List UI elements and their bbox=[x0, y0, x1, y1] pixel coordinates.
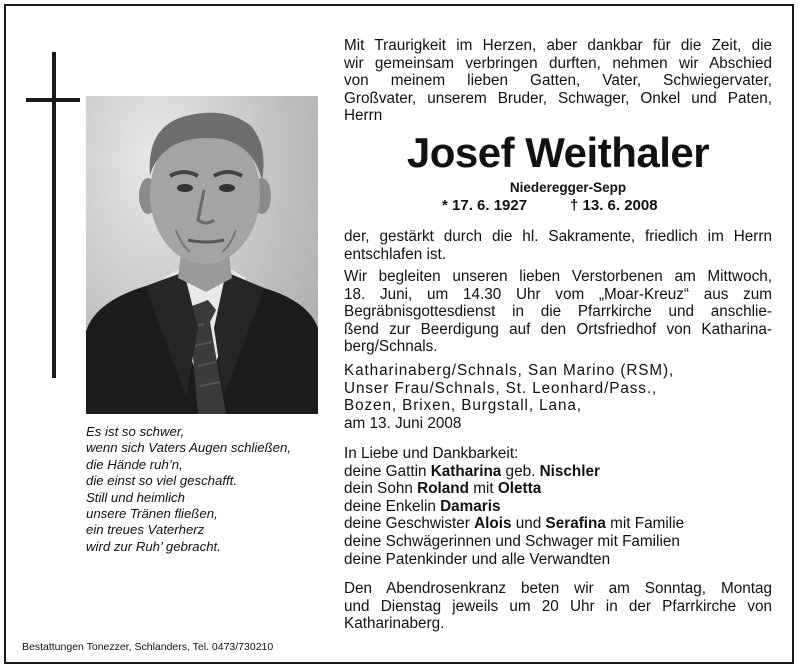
rosary-line: Katharinaberg. bbox=[344, 615, 445, 633]
mourner-line: deine Geschwister Alois und Serafina mit Familie bbox=[344, 515, 685, 533]
places-line: Katharinaberg/Schnals, San Marino (RSM), bbox=[344, 362, 675, 379]
poem-line: Still und heimlich bbox=[86, 489, 185, 505]
poem-line: wird zur Ruh’ gebracht. bbox=[86, 538, 221, 554]
places-date: am 13. Juni 2008 bbox=[344, 414, 462, 432]
portrait-photo bbox=[86, 96, 318, 414]
mourners-heading: In Liebe und Dankbarkeit: bbox=[344, 445, 519, 462]
funeral-line: ßend zur Beerdigung auf den Ortsfriedhof von Katharina- bbox=[344, 320, 772, 338]
death-notice-paragraph bbox=[344, 228, 772, 263]
funeral-line: berg/Schnals. bbox=[344, 338, 438, 356]
poem-line: die einst so viel geschafft. bbox=[86, 473, 238, 489]
funeral-line: Wir begleiten unseren lieben Verstorbenen am Mittwoch, bbox=[344, 268, 772, 285]
poem-line: die Hände ruh’n, bbox=[86, 456, 183, 472]
funeral-home-credit: Bestattungen Tonezzer, Schlanders, Tel. 0473/730210 bbox=[22, 641, 274, 653]
intro-paragraph bbox=[344, 37, 772, 125]
mourner-line: deine Enkelin Damaris bbox=[344, 497, 501, 515]
rosary-paragraph bbox=[344, 580, 772, 633]
cross-icon-bar bbox=[26, 98, 80, 102]
mourner-line: deine Gattin Katharina geb. Nischler bbox=[344, 462, 600, 480]
intro-line: Großvater, unserem Bruder, Schwager, Onkel und Paten, bbox=[344, 89, 772, 107]
intro-line: Herrn bbox=[344, 107, 383, 125]
places-paragraph bbox=[344, 362, 752, 432]
rosary-line: und Dienstag jeweils um 20 Uhr in der Pfarrkirche von bbox=[344, 597, 772, 615]
mourner-line: dein Sohn Roland mit Oletta bbox=[344, 480, 542, 498]
poem-line: wenn sich Vaters Augen schließen, bbox=[86, 440, 292, 456]
places-line: Unser Frau/Schnals, St. Leonhard/Pass., bbox=[344, 379, 658, 397]
intro-line: wir gemeinsam verbringen durften, nehmen wir Abschied bbox=[344, 54, 772, 72]
deceased-nickname: Niederegger-Sepp bbox=[509, 180, 627, 195]
funeral-paragraph bbox=[344, 268, 772, 356]
notice-line: entschlafen ist. bbox=[344, 245, 447, 263]
mourners-list bbox=[344, 445, 772, 568]
birth-date: * 17. 6. 1927 bbox=[442, 197, 528, 214]
mourner-line: deine Schwägerinnen und Schwager mit Familien bbox=[344, 532, 680, 550]
deceased-name: Josef Weithaler bbox=[406, 129, 710, 176]
intro-line: Mit Traurigkeit im Herzen, aber dankbar für die Zeit, die bbox=[344, 37, 772, 54]
memorial-poem bbox=[86, 424, 336, 555]
funeral-line: 18. Juni, um 14.30 Uhr vom „Moar-Kreuz“ aus zum bbox=[344, 285, 772, 303]
poem-line: ein treues Vaterherz bbox=[86, 522, 205, 538]
rosary-line: Den Abendrosenkranz beten wir am Sonntag, Montag bbox=[344, 580, 772, 597]
intro-line: von meinem lieben Gatten, Vater, Schwiegervater, bbox=[344, 72, 772, 90]
death-date: † 13. 6. 2008 bbox=[570, 197, 658, 214]
funeral-line: Begräbnisgottesdienst in die Pfarrkirche und anschlie- bbox=[344, 303, 772, 321]
mourner-line: deine Patenkinder und alle Verwandten bbox=[344, 550, 611, 568]
poem-line: Es ist so schwer, bbox=[86, 424, 185, 439]
poem-line: unsere Tränen fließen, bbox=[86, 506, 218, 522]
places-line: Bozen, Brixen, Burgstall, Lana, bbox=[344, 397, 582, 415]
notice-line: der, gestärkt durch die hl. Sakramente, friedlich im Herrn bbox=[344, 228, 772, 245]
